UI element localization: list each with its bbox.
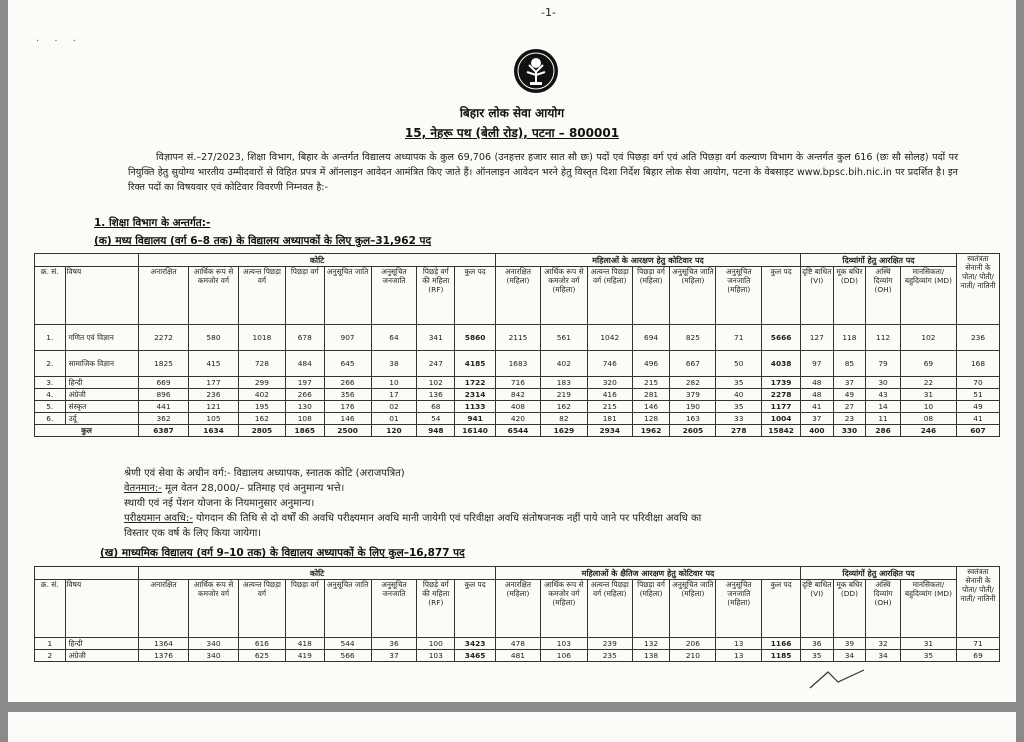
table-cell: 195 — [238, 401, 285, 413]
col-header: पिछड़ा वर्ग (महिला) — [632, 267, 670, 325]
col-header: अनारक्षित (महिला) — [496, 267, 541, 325]
table-cell: 235 — [587, 650, 632, 662]
header-category: कोटि — [139, 567, 496, 580]
table-cell: 281 — [632, 389, 670, 401]
table-cell: 210 — [670, 650, 716, 662]
table-cell: 3465 — [455, 650, 496, 662]
header-sr: क्र. सं. — [35, 267, 66, 325]
table-cell: 1018 — [238, 325, 285, 351]
col-header: अनुसूचित जनजाति (महिला) — [716, 267, 762, 325]
table-cell: 728 — [238, 351, 285, 377]
table-cell: 10 — [371, 377, 417, 389]
table-cell: 2272 — [139, 325, 189, 351]
table-cell: 79 — [866, 351, 901, 377]
table-cell: 907 — [324, 325, 371, 351]
table-row — [35, 650, 1000, 662]
table-cell: 2115 — [496, 325, 541, 351]
row-number: 1. — [35, 325, 66, 351]
table-cell: 35 — [716, 401, 762, 413]
table-cell: 4038 — [762, 351, 801, 377]
table-cell: 127 — [800, 325, 833, 351]
table-cell: 746 — [587, 351, 632, 377]
col-header: आर्थिक रूप से कमजोर वर्ग — [189, 580, 239, 638]
table-cell: 1042 — [587, 325, 632, 351]
table-cell: 11 — [866, 413, 901, 425]
col-header: अनारक्षित — [139, 580, 189, 638]
table-cell: 441 — [139, 401, 189, 413]
row-number: 2. — [35, 351, 66, 377]
table-cell: 1133 — [455, 401, 496, 413]
col-header: अत्यन्त पिछड़ा वर्ग — [238, 580, 285, 638]
table-cell: 484 — [285, 351, 324, 377]
col-header: मूक बधिर (DD) — [833, 267, 866, 325]
col-header: कुल पद — [762, 580, 801, 638]
table-cell: 37 — [800, 413, 833, 425]
row-subject: सामाजिक विज्ञान — [65, 351, 138, 377]
table-row — [35, 377, 1000, 389]
table-cell: 177 — [189, 377, 239, 389]
bpsc-emblem-icon — [513, 48, 559, 94]
table-cell: 419 — [285, 650, 324, 662]
total-label: कुल — [35, 425, 139, 437]
corner-marks: · · · — [36, 36, 82, 47]
col-header: अनारक्षित — [139, 267, 189, 325]
table-cell: 669 — [139, 377, 189, 389]
total-cell: 16140 — [455, 425, 496, 437]
table-cell: 39 — [833, 638, 866, 650]
header-category: कोटि — [139, 254, 496, 267]
col-header: अनारक्षित (महिला) — [496, 580, 541, 638]
col-header: कुल पद — [455, 267, 496, 325]
table-cell: 5666 — [762, 325, 801, 351]
total-cell: 1865 — [285, 425, 324, 437]
table-cell: 1166 — [762, 638, 801, 650]
table-cell: 362 — [139, 413, 189, 425]
table-cell: 941 — [455, 413, 496, 425]
table-cell: 132 — [632, 638, 670, 650]
table-total-row — [35, 425, 1000, 437]
table-cell: 27 — [833, 401, 866, 413]
table-cell: 41 — [800, 401, 833, 413]
col-header: अत्यन्त पिछड़ा वर्ग (महिला) — [587, 580, 632, 638]
table-cell: 01 — [371, 413, 417, 425]
col-header: अनुसूचित जनजाति — [371, 580, 417, 638]
col-header: अस्थि दिव्यांग (OH) — [866, 580, 901, 638]
header-subject: विषय — [65, 267, 138, 325]
table-cell: 299 — [238, 377, 285, 389]
table-cell: 33 — [716, 413, 762, 425]
row-number: 3. — [35, 377, 66, 389]
col-header: आर्थिक रूप से कमजोर वर्ग — [189, 267, 239, 325]
col-header: पिछड़ा वर्ग (महिला) — [632, 580, 670, 638]
table-cell: 02 — [371, 401, 417, 413]
header-divyang: दिव्यांगों हेतु आरक्षित पद — [800, 254, 956, 267]
table-cell: 108 — [285, 413, 324, 425]
table-cell: 50 — [716, 351, 762, 377]
table-cell: 43 — [866, 389, 901, 401]
table-cell: 2278 — [762, 389, 801, 401]
table-cell: 71 — [716, 325, 762, 351]
table-cell: 10 — [900, 401, 956, 413]
table-cell: 645 — [324, 351, 371, 377]
table-cell: 694 — [632, 325, 670, 351]
org-name: बिहार लोक सेवा आयोग — [459, 106, 565, 120]
table-cell: 266 — [324, 377, 371, 389]
table-cell: 102 — [900, 325, 956, 351]
table-cell: 266 — [285, 389, 324, 401]
table-cell: 340 — [189, 638, 239, 650]
total-cell: 330 — [833, 425, 866, 437]
table-cell: 35 — [716, 377, 762, 389]
table-row — [35, 401, 1000, 413]
row-subject: गणित एवं विज्ञान — [65, 325, 138, 351]
table-cell: 616 — [238, 638, 285, 650]
next-page-edge — [8, 712, 1016, 742]
row-subject: अंग्रेजी — [65, 389, 138, 401]
table-cell: 416 — [587, 389, 632, 401]
table-cell: 64 — [371, 325, 417, 351]
table-secondary-school — [34, 566, 1000, 662]
table-cell: 282 — [670, 377, 716, 389]
table-cell: 37 — [371, 650, 417, 662]
table-cell: 4185 — [455, 351, 496, 377]
table-cell: 356 — [324, 389, 371, 401]
table-cell: 68 — [417, 401, 455, 413]
table-row — [35, 413, 1000, 425]
category-note: श्रेणी एवं सेवा के अधीन वर्ग:- विद्यालय अध्यापक, स्नातक कोटि (अराजपत्रित) — [124, 468, 405, 479]
page-number: -1- — [541, 6, 556, 19]
table-cell: 1004 — [762, 413, 801, 425]
table-cell: 32 — [866, 638, 901, 650]
table-cell: 379 — [670, 389, 716, 401]
table-cell: 163 — [670, 413, 716, 425]
table-cell: 1364 — [139, 638, 189, 650]
table-cell: 341 — [417, 325, 455, 351]
table-cell: 162 — [238, 413, 285, 425]
col-header: दृष्टि बाधित (VI) — [800, 580, 833, 638]
table-cell: 678 — [285, 325, 324, 351]
col-header: कुल पद — [762, 267, 801, 325]
total-cell: 2605 — [670, 425, 716, 437]
row-subject: संस्कृत — [65, 401, 138, 413]
total-cell: 400 — [800, 425, 833, 437]
subsection-b-heading: (ख) माध्यमिक विद्यालय (वर्ग 9–10 तक) के विद्यालय अध्यापकों के लिए कुल–16,877 पद — [100, 547, 465, 559]
table-cell: 183 — [540, 377, 587, 389]
table-cell: 561 — [540, 325, 587, 351]
pay-note: वेतनमान:- मूल वेतन 28,000/– प्रतिमाह एवं अनुमान्य भत्ते। — [124, 483, 345, 494]
table-cell: 1683 — [496, 351, 541, 377]
table-cell: 69 — [900, 351, 956, 377]
table-cell: 13 — [716, 638, 762, 650]
table-cell: 236 — [956, 325, 999, 351]
table-cell: 1185 — [762, 650, 801, 662]
table-cell: 49 — [833, 389, 866, 401]
table-cell: 34 — [866, 650, 901, 662]
table-cell: 130 — [285, 401, 324, 413]
table-cell: 3423 — [455, 638, 496, 650]
table-cell: 478 — [496, 638, 541, 650]
row-subject: अंग्रेजी — [65, 650, 138, 662]
table-cell: 40 — [716, 389, 762, 401]
table-cell: 168 — [956, 351, 999, 377]
table-cell: 37 — [833, 377, 866, 389]
table-cell: 215 — [632, 377, 670, 389]
table-cell: 566 — [324, 650, 371, 662]
table-cell: 5860 — [455, 325, 496, 351]
table-cell: 13 — [716, 650, 762, 662]
table-cell: 38 — [371, 351, 417, 377]
table-cell: 320 — [587, 377, 632, 389]
row-number: 4. — [35, 389, 66, 401]
row-subject: हिन्दी — [65, 638, 138, 650]
table-cell: 402 — [238, 389, 285, 401]
col-header: पिछड़ा वर्ग — [285, 267, 324, 325]
total-cell: 1634 — [189, 425, 239, 437]
col-header: अनुसूचित जनजाति — [371, 267, 417, 325]
table-cell: 105 — [189, 413, 239, 425]
total-cell: 278 — [716, 425, 762, 437]
col-header: आर्थिक रूप से कमजोर वर्ग (महिला) — [540, 580, 587, 638]
table-cell: 106 — [540, 650, 587, 662]
total-cell: 286 — [866, 425, 901, 437]
table-middle-school — [34, 253, 1000, 437]
table-row — [35, 389, 1000, 401]
table-cell: 408 — [496, 401, 541, 413]
table-cell: 206 — [670, 638, 716, 650]
table-cell: 580 — [189, 325, 239, 351]
table-cell: 219 — [540, 389, 587, 401]
table-cell: 239 — [587, 638, 632, 650]
table-cell: 51 — [956, 389, 999, 401]
table-cell: 146 — [324, 413, 371, 425]
document-page — [8, 0, 1016, 702]
row-number: 6. — [35, 413, 66, 425]
table-cell: 118 — [833, 325, 866, 351]
probation-note: परीक्ष्यमान अवधि:- योगदान की तिथि से दो वर्षों की अवधि परीक्ष्यमान अवधि मानी जायेगी एवं परिवीक्षा अवधि संतोषजनक नहीं पाये जाने पर परिवीक्षा अवधि का — [124, 513, 702, 524]
row-number: 5. — [35, 401, 66, 413]
row-subject: उर्दू — [65, 413, 138, 425]
table-cell: 1376 — [139, 650, 189, 662]
table-cell: 420 — [496, 413, 541, 425]
table-cell: 181 — [587, 413, 632, 425]
table-cell: 34 — [833, 650, 866, 662]
total-cell: 15842 — [762, 425, 801, 437]
col-header: अत्यन्त पिछड़ा वर्ग (महिला) — [587, 267, 632, 325]
table-cell: 146 — [632, 401, 670, 413]
table-cell: 36 — [371, 638, 417, 650]
row-number: 1 — [35, 638, 66, 650]
table-cell: 415 — [189, 351, 239, 377]
subsection-a-heading: (क) मध्य विद्यालय (वर्ग 6–8 तक) के विद्यालय अध्यापकों के लिए कुल–31,962 पद — [94, 235, 432, 247]
table-cell: 49 — [956, 401, 999, 413]
table-cell: 121 — [189, 401, 239, 413]
col-header: अनुसूचित जाति — [324, 580, 371, 638]
col-header: अनुसूचित जाति (महिला) — [670, 267, 716, 325]
col-header: मानसिकता/ बहुदिव्यांग (MD) — [900, 580, 956, 638]
table-row — [35, 351, 1000, 377]
table-row — [35, 325, 1000, 351]
col-header: अस्थि दिव्यांग (OH) — [866, 267, 901, 325]
table-cell: 23 — [833, 413, 866, 425]
table-cell: 69 — [956, 650, 999, 662]
table-cell: 48 — [800, 377, 833, 389]
table-cell: 100 — [417, 638, 455, 650]
total-cell: 1962 — [632, 425, 670, 437]
total-cell: 120 — [371, 425, 417, 437]
row-subject: हिन्दी — [65, 377, 138, 389]
table-cell: 103 — [540, 638, 587, 650]
total-cell: 607 — [956, 425, 999, 437]
table-cell: 17 — [371, 389, 417, 401]
table-cell: 14 — [866, 401, 901, 413]
table-cell: 215 — [587, 401, 632, 413]
table-cell: 71 — [956, 638, 999, 650]
table-row — [35, 638, 1000, 650]
table-cell: 190 — [670, 401, 716, 413]
table-cell: 1722 — [455, 377, 496, 389]
table-cell: 128 — [632, 413, 670, 425]
table-cell: 896 — [139, 389, 189, 401]
table-cell: 08 — [900, 413, 956, 425]
table-cell: 31 — [900, 389, 956, 401]
table-cell: 30 — [866, 377, 901, 389]
advertisement-text: विज्ञापन सं.–27/2023, शिक्षा विभाग, बिहार के अन्तर्गत विद्यालय अध्यापक के कुल 69,706 (उनहत्तर हजार सात सौ छः) पदों एवं पिछड़ा वर्ग एवं अति पिछड़ा वर्ग कल्याण विभाग के अन्तर्गत कुल 616 (छः सौ सोलह) पदों पर नियुक्ति हेतु सुयोग्य भारतीय उम्मीदवारों से विहित प्रपत्र में ऑनलाइन आवेदन आमंत्रित किए जाते हैं। ऑनलाइन आवेदन भरने हेतु विस्तृत दिशा निर्देश बिहार लोक सेवा आयोग, पटना के वेबसाइट www.bpsc.bih.nic.in पर प्रदर्शित है। इन रिक्त पदों का विषयवार एवं कोटिवार विवरणी निम्नवत है:- — [128, 152, 958, 193]
table-cell: 667 — [670, 351, 716, 377]
total-cell: 1629 — [540, 425, 587, 437]
pension-note: स्थायी एवं नई पेंशन योजना के नियमानुसार अनुमान्य। — [124, 498, 315, 509]
table-cell: 70 — [956, 377, 999, 389]
table-cell: 340 — [189, 650, 239, 662]
total-cell: 948 — [417, 425, 455, 437]
table-cell: 136 — [417, 389, 455, 401]
table-cell: 176 — [324, 401, 371, 413]
header-women: महिलाओं के आरक्षण हेतु कोटिवार पद — [496, 254, 801, 267]
table-cell: 41 — [956, 413, 999, 425]
org-address: 15, नेहरू पथ (बेली रोड), पटना – 800001 — [404, 126, 620, 140]
col-header: कुल पद — [455, 580, 496, 638]
header-divyang: दिव्यांगों हेतु आरक्षित पद — [800, 567, 956, 580]
probation-note-cont: विस्तार एक वर्ष के लिए किया जायेगा। — [124, 528, 262, 539]
table-cell: 481 — [496, 650, 541, 662]
table-cell: 842 — [496, 389, 541, 401]
row-number: 2 — [35, 650, 66, 662]
table-cell: 1739 — [762, 377, 801, 389]
table-cell: 197 — [285, 377, 324, 389]
col-header: अनुसूचित जाति (महिला) — [670, 580, 716, 638]
header-sr: क्र. सं. — [35, 580, 66, 638]
table-cell: 36 — [800, 638, 833, 650]
table-cell: 48 — [800, 389, 833, 401]
table-cell: 2314 — [455, 389, 496, 401]
header-subject: विषय — [65, 580, 138, 638]
table-cell: 138 — [632, 650, 670, 662]
total-cell: 2805 — [238, 425, 285, 437]
table-cell: 35 — [800, 650, 833, 662]
header-freedom: स्वतंत्रता सेनानी के पोता/ पोती/ नाती/ नातिनी — [956, 567, 999, 638]
section-heading: 1. शिक्षा विभाग के अन्तर्गत:- — [94, 217, 211, 229]
table-cell: 54 — [417, 413, 455, 425]
total-cell: 2934 — [587, 425, 632, 437]
col-header: आर्थिक रूप से कमजोर वर्ग (महिला) — [540, 267, 587, 325]
terms-notes — [124, 466, 974, 541]
col-header: पिछड़े वर्ग की महिला (RF) — [417, 580, 455, 638]
col-header: पिछड़े वर्ग की महिला (RF) — [417, 267, 455, 325]
pen-mark-icon — [808, 666, 868, 692]
table-cell: 716 — [496, 377, 541, 389]
table-cell: 402 — [540, 351, 587, 377]
table-cell: 22 — [900, 377, 956, 389]
col-header: अत्यन्त पिछड़ा वर्ग — [238, 267, 285, 325]
total-cell: 246 — [900, 425, 956, 437]
table-cell: 247 — [417, 351, 455, 377]
table-cell: 82 — [540, 413, 587, 425]
header-freedom: स्वतंत्रता सेनानी के पोता/ पोती/ नाती/ नातिनी — [956, 254, 999, 325]
table-cell: 97 — [800, 351, 833, 377]
table-cell: 1825 — [139, 351, 189, 377]
table-cell: 35 — [900, 650, 956, 662]
table-cell: 544 — [324, 638, 371, 650]
table-cell: 418 — [285, 638, 324, 650]
table-cell: 103 — [417, 650, 455, 662]
col-header: अनुसूचित जनजाति (महिला) — [716, 580, 762, 638]
table-cell: 162 — [540, 401, 587, 413]
total-cell: 6387 — [139, 425, 189, 437]
col-header: दृष्टि बाधित (VI) — [800, 267, 833, 325]
col-header: अनुसूचित जाति — [324, 267, 371, 325]
table-cell: 825 — [670, 325, 716, 351]
col-header: मूक बधिर (DD) — [833, 580, 866, 638]
table-cell: 625 — [238, 650, 285, 662]
table-cell: 85 — [833, 351, 866, 377]
total-cell: 2500 — [324, 425, 371, 437]
table-cell: 236 — [189, 389, 239, 401]
col-header: मानसिकता/ बहुदिव्यांग (MD) — [900, 267, 956, 325]
header-women: महिलाओं के क्षैतिज आरक्षण हेतु कोटिवार पद — [496, 567, 801, 580]
table-cell: 496 — [632, 351, 670, 377]
total-cell: 6544 — [496, 425, 541, 437]
table-cell: 1177 — [762, 401, 801, 413]
table-cell: 102 — [417, 377, 455, 389]
table-cell: 31 — [900, 638, 956, 650]
table-cell: 112 — [866, 325, 901, 351]
col-header: पिछड़ा वर्ग — [285, 580, 324, 638]
